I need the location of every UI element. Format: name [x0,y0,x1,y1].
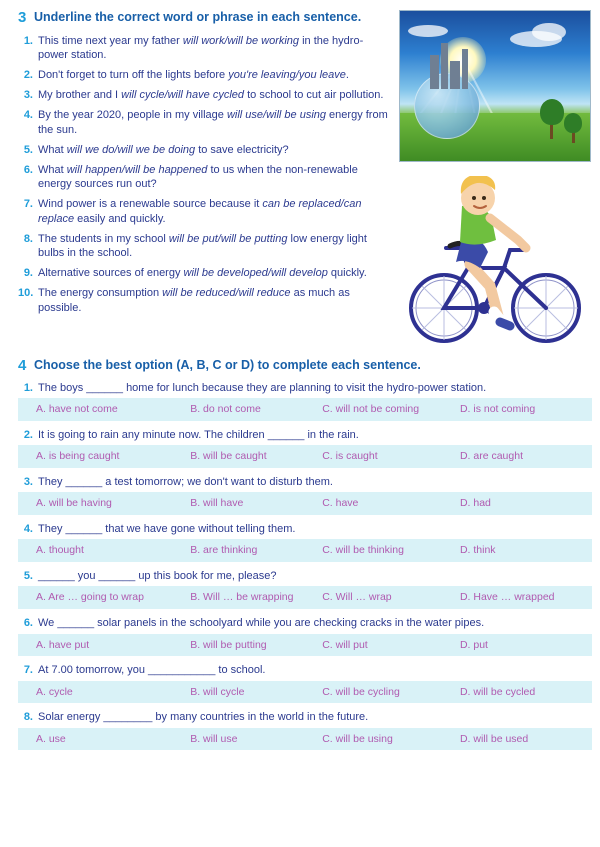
item-text [38,286,392,315]
option-b[interactable]: B. will be putting [190,638,267,651]
item-text [38,266,392,281]
tree-icon [564,113,582,133]
item-text-post: to save electricity? [195,143,289,156]
list-item [18,286,392,315]
option-row [18,492,592,515]
option-row [18,681,592,704]
tree-icon [540,99,564,125]
option-c[interactable]: C. will put [322,638,368,651]
item-text [38,34,392,63]
item-number: 9. [23,267,33,280]
item-text-choices: can be replaced/can replace [38,198,362,225]
item-text: At 7.00 tomorrow, you ___________ to school. [38,664,266,677]
option-row [18,586,592,609]
item-number: 8. [23,232,33,245]
item-text-choices: you're leaving/you leave [228,69,346,82]
item-text-pre: By the year 2020, people in my village [38,109,227,122]
item-text: They ______ a test tomorrow; we don't want to disturb them. [38,475,333,488]
item-text: We ______ solar panels in the schoolyard while you are checking cracks in the water pipes. [38,617,485,630]
question-stem [0,569,600,584]
exercise-3 [0,0,600,315]
list-item [18,88,392,103]
option-d[interactable]: D. will be cycled [459,685,536,698]
option-a[interactable]: A. will be having [36,497,112,510]
item-text-post: to school to cut air pollution. [244,89,384,102]
item-text-choices: will be put/will be putting [168,232,288,245]
exercise-3-title: Underline the correct word or phrase in each sentence. [34,10,362,24]
question-stem [0,522,600,537]
list-item [18,232,392,261]
item-number: 5. [23,569,33,582]
list-item [18,197,392,226]
exercise-4-title: Choose the best option (A, B, C or D) to complete each sentence. [34,358,421,372]
list-item [18,143,392,158]
option-a[interactable]: A. have put [36,638,90,651]
exercise-3-items [0,34,392,316]
cyclist-svg [406,176,586,354]
cloud [408,25,448,37]
option-b[interactable]: B. Will … be wrapping [190,591,294,604]
option-c[interactable]: C. will be thinking [322,544,404,557]
option-c[interactable]: C. will be cycling [322,685,400,698]
question-block [0,428,600,468]
item-text-pre: What [38,143,67,156]
list-item [18,108,392,137]
item-text-post: as much as possible. [38,287,350,314]
list-item [18,163,392,192]
item-text: It is going to rain any minute now. The children ______ in the rain. [38,428,359,441]
option-d[interactable]: D. Have … wrapped [459,591,555,604]
item-text-pre: Wind power is a renewable source because it [38,198,263,211]
option-b[interactable]: B. will be caught [190,450,267,463]
exercise-4-heading [0,358,600,375]
option-row [18,728,592,751]
item-number: 6. [23,617,33,630]
question-stem [0,663,600,678]
option-row [18,634,592,657]
item-number: 7. [23,198,33,211]
item-number: 2. [23,428,33,441]
option-row [18,445,592,468]
item-number: 4. [23,522,33,535]
option-a[interactable]: A. Are … going to wrap [36,591,144,604]
option-c[interactable]: C. is caught [322,450,378,463]
building [462,49,468,89]
item-text-post: energy from the sun. [38,109,388,136]
item-number: 6. [23,163,33,176]
option-a[interactable]: A. is being caught [36,450,120,463]
item-text [38,143,392,158]
item-text: Solar energy ________ by many countries in the world in the future. [38,711,369,724]
option-b[interactable]: B. will cycle [190,685,245,698]
option-d[interactable]: D. are caught [459,450,523,463]
item-text-choices: will use/will be using [226,109,326,122]
item-text-choices: will be reduced/will reduce [162,287,291,300]
exercise-4-items [0,381,600,751]
option-b[interactable]: B. will use [190,732,238,745]
option-b[interactable]: B. do not come [190,403,261,416]
item-number: 3. [23,475,33,488]
cloud [532,23,566,41]
question-block [0,381,600,421]
item-text [38,232,392,261]
list-item [18,34,392,63]
item-text: The boys ______ home for lunch because they are planning to visit the hydro-power station. [38,381,487,394]
item-text: ______ you ______ up this book for me, please? [38,569,277,582]
option-d[interactable]: D. put [459,638,488,651]
option-c[interactable]: C. have [322,497,359,510]
item-number: 2. [23,69,33,82]
option-d[interactable]: D. will be used [459,732,529,745]
item-text [38,163,392,192]
item-text [38,68,392,83]
list-item [18,266,392,281]
question-block [0,475,600,515]
item-text-choices: will work/will be working [182,34,300,47]
item-text-pre: Alternative sources of energy [38,267,184,280]
item-text-choices: will cycle/will have cycled [121,89,245,102]
question-stem [0,381,600,396]
item-text-post: to us when the non-renewable energy sources run out? [38,163,358,191]
item-text-pre: My brother and I [38,89,122,102]
question-stem [0,428,600,443]
option-a[interactable]: A. thought [36,544,84,557]
question-block [0,710,600,750]
item-text-pre: Don't forget to turn off the lights before [38,69,229,82]
item-text-choices: will happen/will be happened [66,163,208,176]
item-text-post: quickly. [327,267,367,280]
item-text-pre: The students in my school [38,232,169,245]
item-text-pre: The energy consumption [38,287,163,300]
option-c[interactable]: C. will be using [322,732,393,745]
list-item [18,68,392,83]
item-text [38,88,392,103]
question-block [0,569,600,609]
item-number: 1. [23,34,33,47]
question-stem [0,475,600,490]
item-number: 7. [23,664,33,677]
option-d[interactable]: D. think [459,544,496,557]
item-number: 4. [23,109,33,122]
cyclist-illustration [406,176,586,354]
item-number: 1. [23,381,33,394]
question-block [0,616,600,656]
question-block [0,663,600,703]
earth-energy-image [399,10,591,162]
option-b[interactable]: B. will have [190,497,244,510]
option-c[interactable]: C. will not be coming [322,403,420,416]
item-text [38,197,392,226]
item-text-post: low energy light bulbs in the school. [38,232,367,260]
exercise-4 [0,358,600,757]
item-text-post: easily and quickly. [74,212,166,225]
building [450,61,460,89]
option-d[interactable]: D. had [459,497,491,510]
exercise-3-number: 3 [18,9,27,26]
item-text-choices: will be developed/will develop [183,267,328,280]
item-text-pre: What [38,163,67,176]
item-text-post: in the hydro-power station. [38,34,364,62]
item-text: They ______ that we have gone without telling them. [38,522,296,535]
option-b[interactable]: B. are thinking [190,544,258,557]
option-a[interactable]: A. cycle [36,685,73,698]
item-number: 10. [18,287,34,300]
item-number: 3. [23,89,33,102]
question-stem [0,616,600,631]
item-number: 8. [23,711,33,724]
option-row [18,398,592,421]
item-text [38,108,392,137]
building [430,55,439,89]
item-text-pre: This time next year my father [38,34,183,47]
question-block [0,522,600,562]
option-a[interactable]: A. use [36,732,66,745]
item-text-post: . [345,69,349,82]
option-row [18,539,592,562]
option-c[interactable]: C. Will … wrap [322,591,392,604]
question-stem [0,710,600,725]
option-a[interactable]: A. have not come [36,403,118,416]
building [441,43,448,89]
item-number: 5. [23,143,33,156]
exercise-4-number: 4 [18,357,27,374]
option-d[interactable]: D. is not coming [459,403,536,416]
item-text-choices: will we do/will we be doing [66,143,196,156]
